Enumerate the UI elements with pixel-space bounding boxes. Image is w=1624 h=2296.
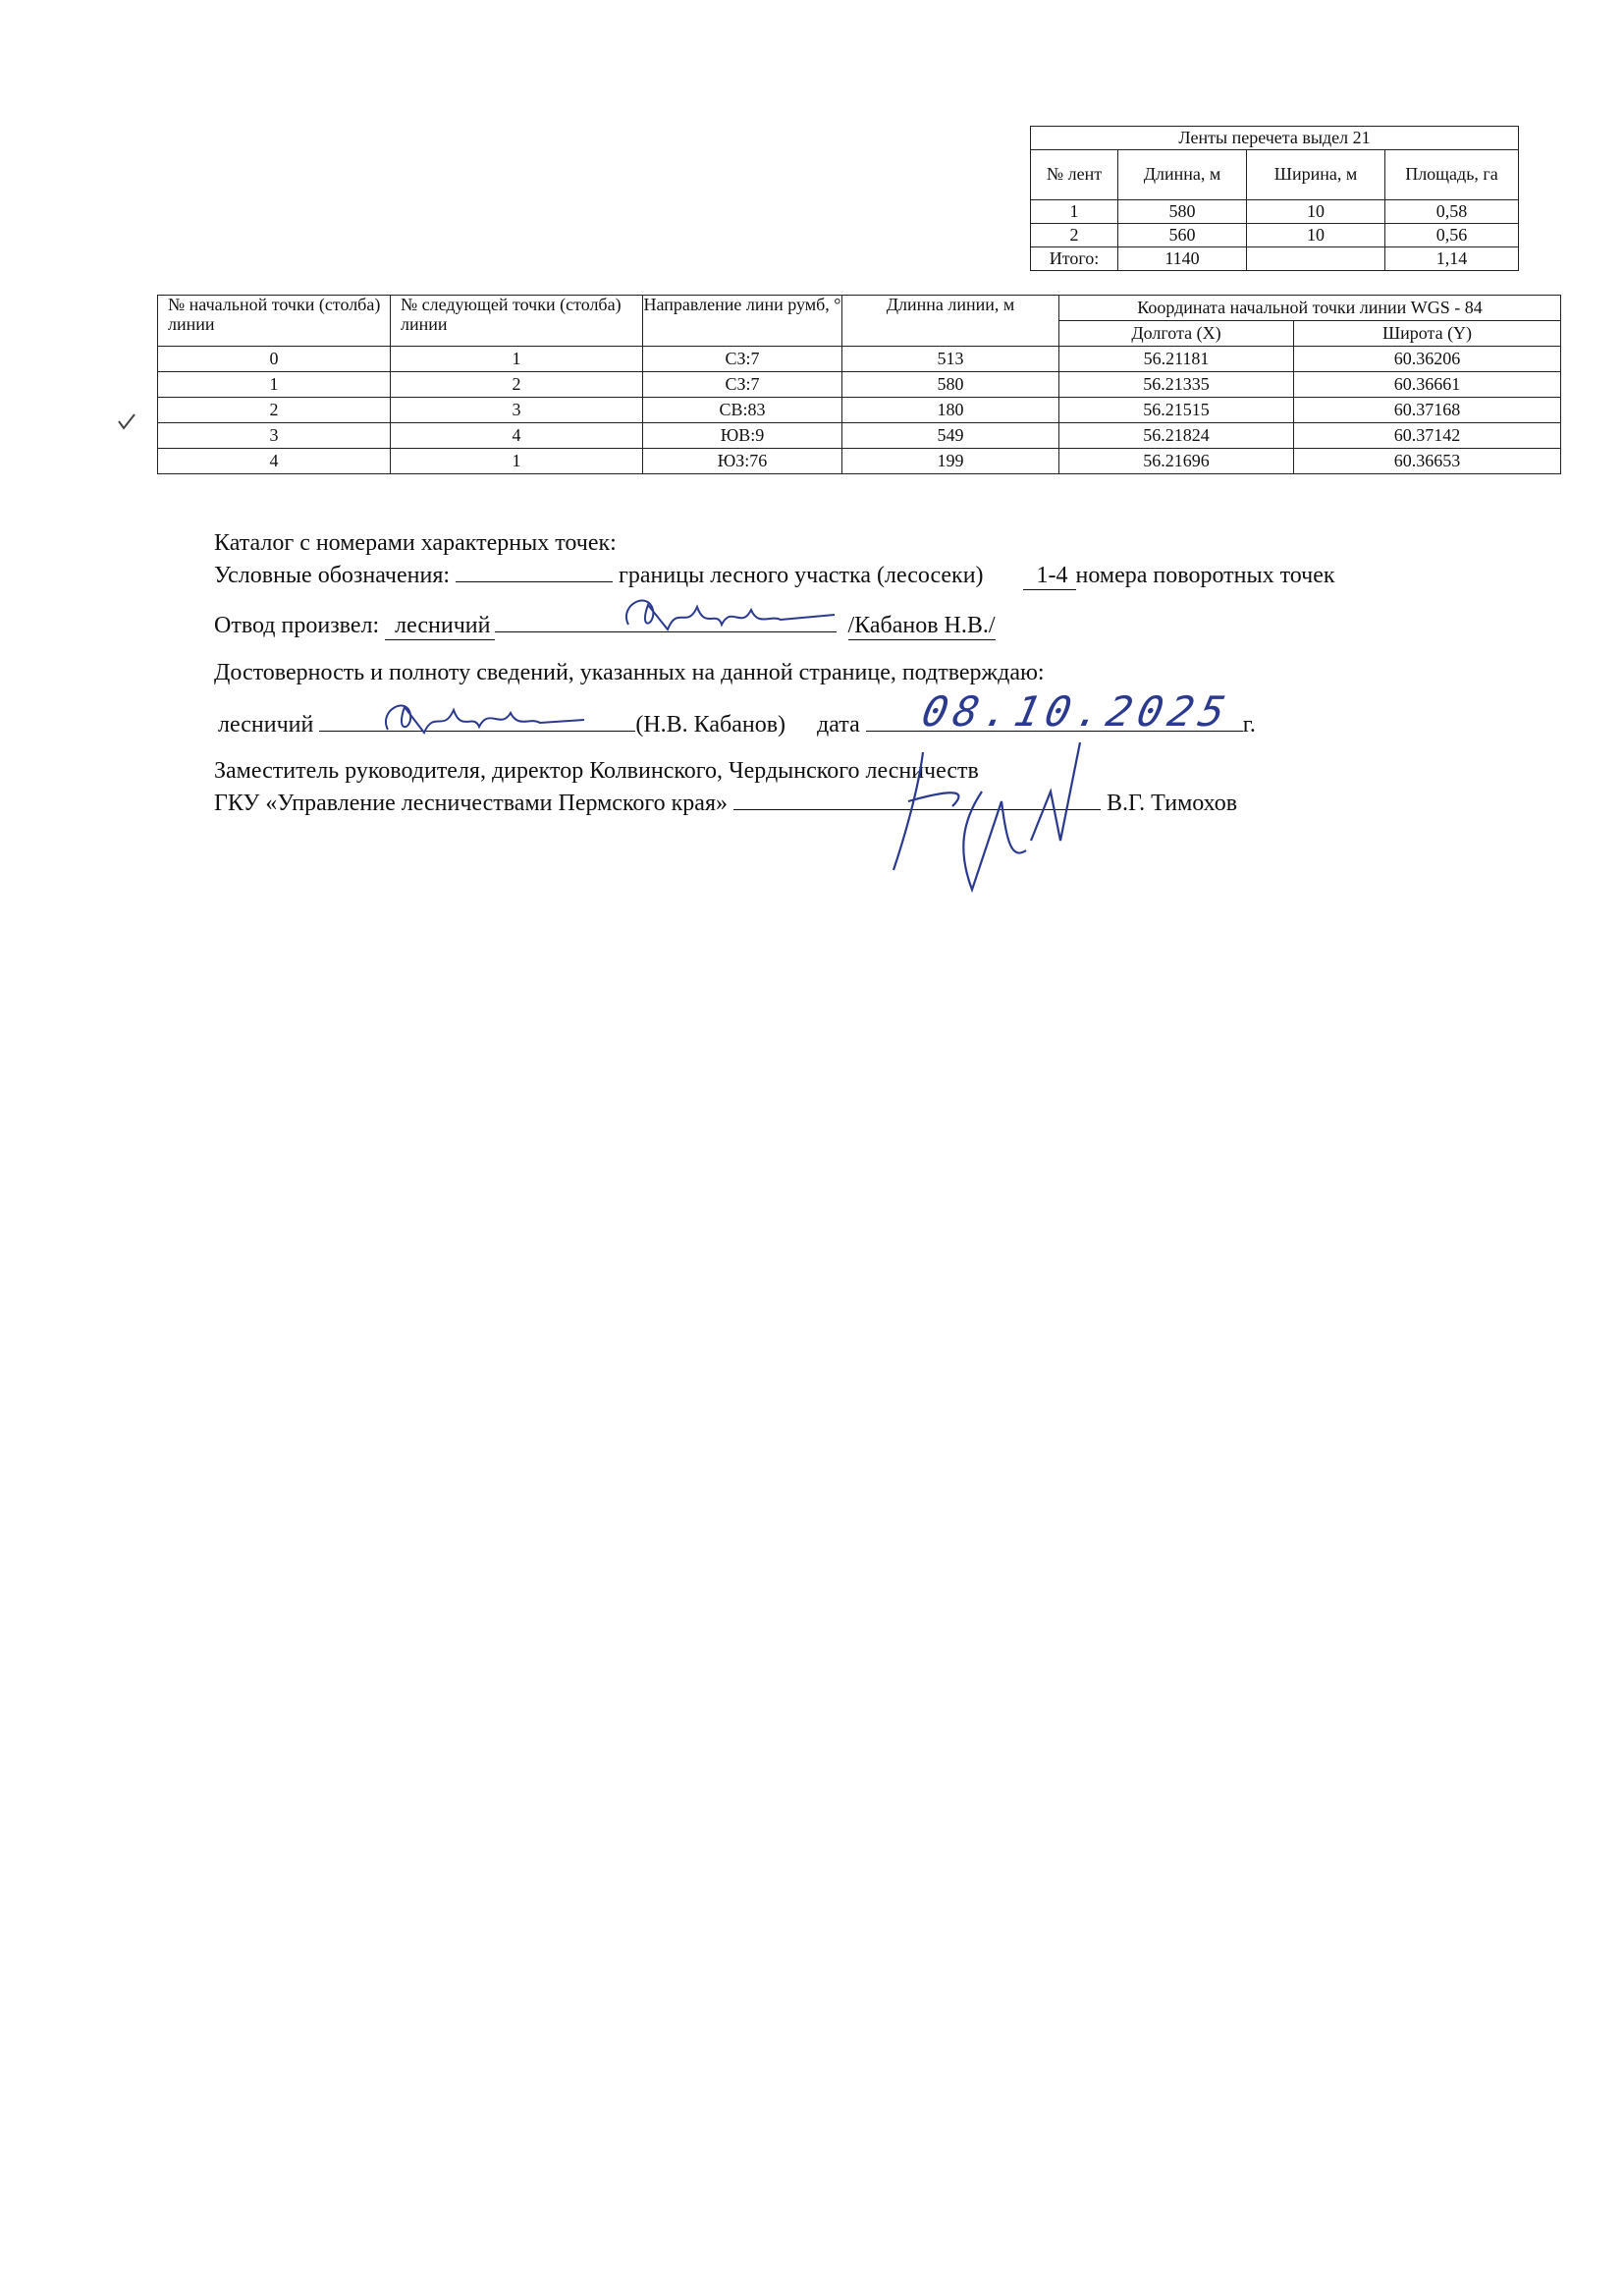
total-length: 1140 xyxy=(1118,247,1247,271)
total-area: 1,14 xyxy=(1385,247,1519,271)
legend-line xyxy=(214,560,1335,590)
cell: 549 xyxy=(842,423,1059,449)
table-row xyxy=(158,372,1561,398)
col-header-next-point: № следующей точки (столба) линии xyxy=(391,296,643,347)
cell: 2 xyxy=(158,398,391,423)
confirm-role: лесничий xyxy=(218,712,314,738)
deputy-line: Заместитель руководителя, директор Колвинского, Чердынского лесничеств xyxy=(214,758,979,784)
col-header-width: Ширина, м xyxy=(1247,150,1385,200)
signature-blank xyxy=(319,709,635,732)
cell: 2 xyxy=(391,372,643,398)
check-mark-icon xyxy=(116,410,137,432)
cell: 60.36206 xyxy=(1294,347,1561,372)
col-header-lat: Широта (Y) xyxy=(1294,321,1561,347)
cell: СЗ:7 xyxy=(643,372,842,398)
cell: 3 xyxy=(158,423,391,449)
cell: 0 xyxy=(158,347,391,372)
cell: 1 xyxy=(391,449,643,474)
legend-label: Условные обозначения: xyxy=(214,563,451,588)
table-row xyxy=(1031,224,1519,247)
cell: 1 xyxy=(158,372,391,398)
col-header-start-point: № начальной точки (столба) линии xyxy=(158,296,391,347)
table-row xyxy=(158,423,1561,449)
cell: 2 xyxy=(1031,224,1118,247)
cell: 10 xyxy=(1247,200,1385,224)
cell: 56.21696 xyxy=(1059,449,1294,474)
org-name: ГКУ «Управление лесничествами Пермского края» xyxy=(214,791,728,816)
cell: 56.21515 xyxy=(1059,398,1294,423)
legend-boundary-text: границы лесного участка (лесосеки) xyxy=(619,563,984,588)
table-row xyxy=(158,347,1561,372)
cell: 3 xyxy=(391,398,643,423)
deputy-name: В.Г. Тимохов xyxy=(1106,791,1238,816)
total-width xyxy=(1247,247,1385,271)
strips-table xyxy=(1030,126,1519,271)
cell: 199 xyxy=(842,449,1059,474)
col-header-area: Площадь, га xyxy=(1385,150,1519,200)
col-header-length: Длинна, м xyxy=(1118,150,1247,200)
signature-blank xyxy=(495,610,837,632)
year-suffix: г. xyxy=(1242,712,1256,738)
org-line xyxy=(214,788,1237,817)
legend-points-text: номера поворотных точек xyxy=(1075,563,1335,588)
cell: 56.21335 xyxy=(1059,372,1294,398)
cell: 0,56 xyxy=(1385,224,1519,247)
cell: 60.37142 xyxy=(1294,423,1561,449)
cell: 56.21181 xyxy=(1059,347,1294,372)
cell: 56.21824 xyxy=(1059,423,1294,449)
cell: 4 xyxy=(158,449,391,474)
handwritten-date: 08.10.2025 xyxy=(917,687,1236,736)
table-total-row xyxy=(1031,247,1519,271)
boundary-line-symbol xyxy=(456,560,613,582)
signature-blank xyxy=(733,788,1101,810)
allotment-role: лесничий xyxy=(385,613,494,640)
legend-points-num: 1-4 xyxy=(1023,563,1076,590)
strips-table-title: Ленты перечета выдел 21 xyxy=(1031,127,1519,150)
allotment-name: /Кабанов Н.В./ xyxy=(847,613,996,638)
confirm-name: (Н.В. Кабанов) xyxy=(635,712,786,738)
col-header-coord-group: Координата начальной точки линии WGS - 84 xyxy=(1059,296,1561,321)
catalog-heading: Каталог с номерами характерных точек: xyxy=(214,530,617,556)
cell: ЮЗ:76 xyxy=(643,449,842,474)
allotment-label: Отвод произвел: xyxy=(214,613,380,638)
date-label: дата xyxy=(817,712,860,738)
cell: 1 xyxy=(391,347,643,372)
cell: 4 xyxy=(391,423,643,449)
allotment-line xyxy=(214,610,996,640)
cell: СЗ:7 xyxy=(643,347,842,372)
cell: СВ:83 xyxy=(643,398,842,423)
cell: 580 xyxy=(842,372,1059,398)
total-label: Итого: xyxy=(1031,247,1118,271)
cell: 560 xyxy=(1118,224,1247,247)
table-row xyxy=(158,449,1561,474)
table-row xyxy=(158,398,1561,423)
cell: 0,58 xyxy=(1385,200,1519,224)
cell: 60.36661 xyxy=(1294,372,1561,398)
cell: 60.37168 xyxy=(1294,398,1561,423)
cell: 580 xyxy=(1118,200,1247,224)
coordinates-table xyxy=(157,295,1561,474)
cell: 10 xyxy=(1247,224,1385,247)
confirm-text: Достоверность и полноту сведений, указанных на данной странице, подтверждаю: xyxy=(214,660,1045,685)
col-header-direction: Направление лини румб, ° xyxy=(643,296,842,347)
cell: 60.36653 xyxy=(1294,449,1561,474)
col-header-strip-no: № лент xyxy=(1031,150,1118,200)
cell: ЮВ:9 xyxy=(643,423,842,449)
cell: 180 xyxy=(842,398,1059,423)
col-header-length: Длинна линии, м xyxy=(842,296,1059,347)
table-row xyxy=(1031,200,1519,224)
cell: 1 xyxy=(1031,200,1118,224)
cell: 513 xyxy=(842,347,1059,372)
col-header-lon: Долгота (X) xyxy=(1059,321,1294,347)
